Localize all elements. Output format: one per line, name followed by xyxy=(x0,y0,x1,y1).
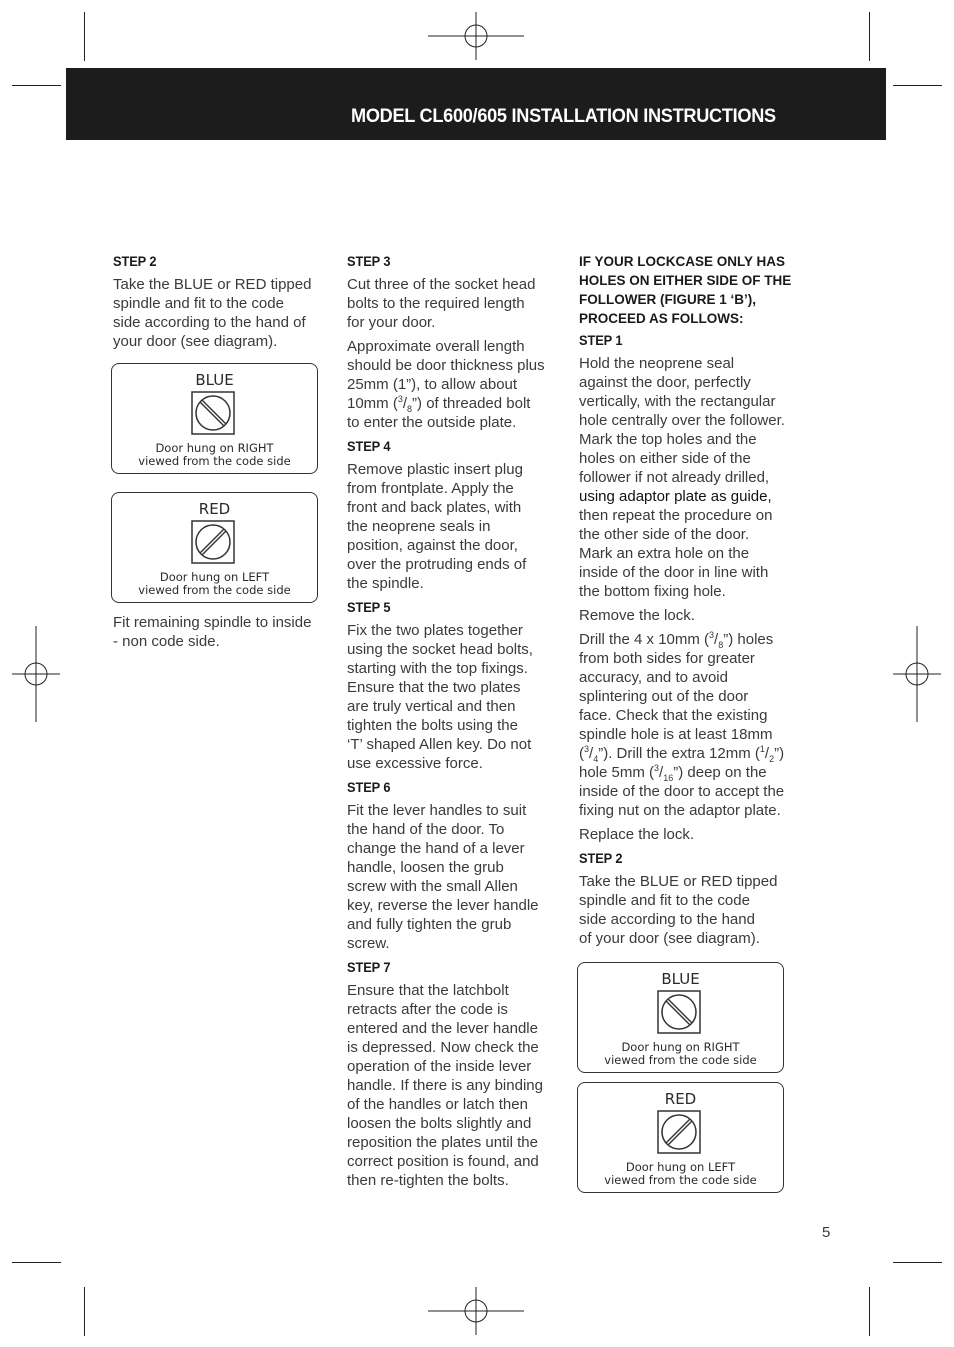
text-line: $(^3/_4”)$. Drill the extra 12mm $(^1/_2”)$ xyxy=(579,744,785,764)
heading-line: IF YOUR LOCKCASE ONLY HAS xyxy=(579,254,786,269)
crop-mark xyxy=(893,1262,942,1263)
text-fragment: ”) holes xyxy=(723,631,774,648)
text-line: follower if not already drilled, xyxy=(579,469,770,486)
text-fragment: ”) of threaded bolt xyxy=(412,395,531,412)
text-line: Cut three of the socket head xyxy=(347,276,536,293)
text-line: Drill the 4 x 10mm $(^3/_8”)$ holes xyxy=(579,630,774,650)
text-line: starting with the top fixings. xyxy=(347,660,528,677)
text-line: is depressed. Now check the xyxy=(347,1039,539,1056)
text-line: spindle and fit to the code xyxy=(579,892,750,909)
fit-remaining-text xyxy=(113,613,328,651)
text-line: key, reverse the lever handle xyxy=(347,897,539,914)
step-5-text xyxy=(347,621,559,773)
step-6-heading: STEP 6 xyxy=(347,780,391,795)
registration-mark-top-icon xyxy=(428,12,524,60)
text-line: of the handles or latch then xyxy=(347,1096,528,1113)
text-line: Remove plastic insert plug xyxy=(347,461,523,478)
text-fragment: ( xyxy=(579,745,584,762)
text-line: ‘T’ shaped Allen key. Do not xyxy=(347,736,532,753)
text-line: the bottom fixing hole. xyxy=(579,583,726,600)
step-4-text xyxy=(347,460,559,593)
caption-line: viewed from the code side xyxy=(604,1173,757,1187)
fraction-denominator: 8 xyxy=(718,640,724,650)
crop-mark xyxy=(869,1287,870,1336)
header-banner xyxy=(66,68,886,140)
text-line: Hold the neoprene seal xyxy=(579,355,735,372)
text-line: Take the BLUE or RED tipped xyxy=(113,276,312,293)
text-line: entered and the lever handle xyxy=(347,1020,538,1037)
page-title: MODEL CL600/605 INSTALLATION INSTRUCTIONS xyxy=(351,105,776,127)
step-3-text-2 xyxy=(347,337,559,432)
text-line: operation of the inside lever xyxy=(347,1058,532,1075)
text-line: fixing nut on the adaptor plate. xyxy=(579,802,781,819)
registration-mark-right-icon xyxy=(893,626,941,722)
text-line: inside of the door in line with xyxy=(579,564,769,581)
step-4-heading: STEP 4 xyxy=(347,439,391,454)
text-line: correct position is found, and xyxy=(347,1153,539,1170)
text-line: from both sides for greater xyxy=(579,650,755,667)
fraction-numerator: 3 xyxy=(654,763,660,773)
text-line: Fit the lever handles to suit xyxy=(347,802,527,819)
text-line: for your door. xyxy=(347,314,436,331)
text-line: change the hand of a lever xyxy=(347,840,525,857)
text-fragment: 10mm ( xyxy=(347,395,398,412)
text-line: the neoprene seals in xyxy=(347,518,491,535)
column-1-footer-text xyxy=(113,613,328,656)
heading-line: PROCEED AS FOLLOWS: xyxy=(579,311,744,326)
text-line: vertically, with the rectangular xyxy=(579,393,776,410)
text-line: are truly vertical and then xyxy=(347,698,516,715)
spindle-red-icon xyxy=(657,1110,701,1154)
text-fragment: Drill the 4 x 10mm ( xyxy=(579,631,710,648)
column-3 xyxy=(579,252,801,953)
fraction-denominator: 8 xyxy=(407,404,413,414)
remove-lock-text: Remove the lock. xyxy=(579,607,695,624)
text-line: to enter the outside plate. xyxy=(347,414,517,431)
text-line: loosen the bolts slightly and xyxy=(347,1115,532,1132)
text-line: handle, loosen the grub xyxy=(347,859,504,876)
text-line: the hand of the door. To xyxy=(347,821,505,838)
blue-spindle-diagram xyxy=(577,962,784,1073)
caption-line: viewed from the code side xyxy=(604,1053,757,1067)
text-line: Approximate overall length xyxy=(347,338,525,355)
text-line: screw with the small Allen xyxy=(347,878,518,895)
text-line: side according to the hand of xyxy=(113,314,306,331)
text-line: hole 5mm $(^3/_{16}”)$ deep on the xyxy=(579,763,767,783)
diagram-label: RED xyxy=(198,500,231,518)
column-2 xyxy=(347,252,559,1195)
column-1 xyxy=(113,252,328,356)
step-5-heading: STEP 5 xyxy=(347,600,391,615)
text-line: Ensure that the two plates xyxy=(347,679,521,696)
text-line: splintering out of the door xyxy=(579,688,749,705)
text-line: holes on either side of the xyxy=(579,450,751,467)
replace-lock-text: Replace the lock. xyxy=(579,826,695,843)
text-line: side according to the hand xyxy=(579,911,755,928)
spindle-red-icon xyxy=(191,520,235,564)
step-1-heading: STEP 1 xyxy=(579,333,623,348)
text-line: inside of the door to accept the xyxy=(579,783,785,800)
text-fragment: ”). Drill the extra 12mm ( xyxy=(598,745,760,762)
text-line: retracts after the code is xyxy=(347,1001,508,1018)
spindle-blue-icon xyxy=(191,391,235,435)
caption-line: Door hung on LEFT xyxy=(159,570,270,584)
step-7-text xyxy=(347,981,559,1190)
text-line: using the socket head bolts, xyxy=(347,641,533,658)
text-line: against the door, perfectly xyxy=(579,374,751,391)
caption-line: viewed from the code side xyxy=(138,454,291,468)
heading-line: HOLES ON EITHER SIDE OF THE xyxy=(579,273,792,288)
spindle-blue-icon xyxy=(657,990,701,1034)
text-line: Ensure that the latchbolt xyxy=(347,982,509,999)
text-line: Mark the top holes and the xyxy=(579,431,757,448)
step-3-heading: STEP 3 xyxy=(347,254,391,269)
text-line: using adaptor plate as guide, xyxy=(579,488,772,505)
step-2-text xyxy=(579,872,801,948)
text-line: the spindle. xyxy=(347,575,424,592)
fraction-denominator: 4 xyxy=(593,754,599,764)
crop-mark xyxy=(84,1287,85,1336)
text-fragment: ”) deep on the xyxy=(673,764,767,781)
text-line: and fully tighten the grub xyxy=(347,916,512,933)
text-line: screw. xyxy=(347,935,390,952)
text-line: front and back plates, with xyxy=(347,499,522,516)
diagram-caption xyxy=(112,571,317,597)
crop-mark xyxy=(12,1262,61,1263)
caption-line: Door hung on RIGHT xyxy=(155,441,274,455)
registration-mark-left-icon xyxy=(12,626,60,722)
step-3-text-1 xyxy=(347,275,559,332)
text-line: hole centrally over the follower. xyxy=(579,412,785,429)
crop-mark xyxy=(869,12,870,61)
crop-mark xyxy=(12,85,61,86)
fraction-numerator: 1 xyxy=(759,744,765,754)
text-line: position, against the door, xyxy=(347,537,518,554)
fraction-denominator: 2 xyxy=(769,754,775,764)
red-spindle-diagram xyxy=(577,1082,784,1193)
text-line: Fix the two plates together xyxy=(347,622,523,639)
registration-mark-bottom-icon xyxy=(428,1287,524,1335)
text-line: - non code side. xyxy=(113,633,220,650)
step-2-heading: STEP 2 xyxy=(113,254,157,269)
diagram-caption xyxy=(578,1161,783,1187)
text-line: spindle hole is at least 18mm xyxy=(579,726,773,743)
text-line: face. Check that the existing xyxy=(579,707,768,724)
text-line: use excessive force. xyxy=(347,755,483,772)
text-line: spindle and fit to the code xyxy=(113,295,284,312)
fraction-numerator: 3 xyxy=(584,744,590,754)
step-6-text xyxy=(347,801,559,953)
text-line: accuracy, and to avoid xyxy=(579,669,728,686)
page-number: 5 xyxy=(822,1224,831,1241)
diagram-caption xyxy=(578,1041,783,1067)
lockcase-intro-heading xyxy=(579,252,801,328)
text-fragment: hole 5mm ( xyxy=(579,764,655,781)
text-line: of your door (see diagram). xyxy=(579,930,760,947)
drill-text xyxy=(579,630,801,820)
step-7-heading: STEP 7 xyxy=(347,960,391,975)
text-line: 25mm (1”), to allow about xyxy=(347,376,518,393)
caption-line: Door hung on LEFT xyxy=(625,1160,736,1174)
crop-mark xyxy=(84,12,85,61)
step-1-text xyxy=(579,354,801,601)
crop-mark xyxy=(893,85,942,86)
text-line: then repeat the procedure on xyxy=(579,507,773,524)
step-2-text xyxy=(113,275,328,351)
fraction-numerator: 3 xyxy=(397,394,403,404)
caption-line: Door hung on RIGHT xyxy=(621,1040,740,1054)
diagram-label: RED xyxy=(664,1090,697,1108)
text-line: bolts to the required length xyxy=(347,295,525,312)
red-spindle-diagram xyxy=(111,492,318,603)
text-line: then re-tighten the bolts. xyxy=(347,1172,509,1189)
text-line: Fit remaining spindle to inside xyxy=(113,614,312,631)
text-line: over the protruding ends of xyxy=(347,556,527,573)
caption-line: viewed from the code side xyxy=(138,583,291,597)
text-fragment: ”) xyxy=(774,745,785,762)
text-line: Take the BLUE or RED tipped xyxy=(579,873,778,890)
text-line: the other side of the door. xyxy=(579,526,750,543)
text-line: tighten the bolts using the xyxy=(347,717,518,734)
heading-line: FOLLOWER (FIGURE 1 ‘B’), xyxy=(579,292,756,307)
fraction-numerator: 3 xyxy=(709,630,715,640)
text-line: from frontplate. Apply the xyxy=(347,480,514,497)
diagram-caption xyxy=(112,442,317,468)
text-line: 10mm $(^3/_8”)$ of threaded bolt xyxy=(347,394,531,414)
text-line: Mark an extra hole on the xyxy=(579,545,750,562)
blue-spindle-diagram xyxy=(111,363,318,474)
text-line: handle. If there is any binding xyxy=(347,1077,543,1094)
diagram-label: BLUE xyxy=(661,970,700,988)
text-line: should be door thickness plus xyxy=(347,357,545,374)
diagram-label: BLUE xyxy=(195,371,234,389)
fraction-denominator: 16 xyxy=(663,773,674,783)
text-line: your door (see diagram). xyxy=(113,333,278,350)
text-line: reposition the plates until the xyxy=(347,1134,538,1151)
step-2-heading: STEP 2 xyxy=(579,851,623,866)
